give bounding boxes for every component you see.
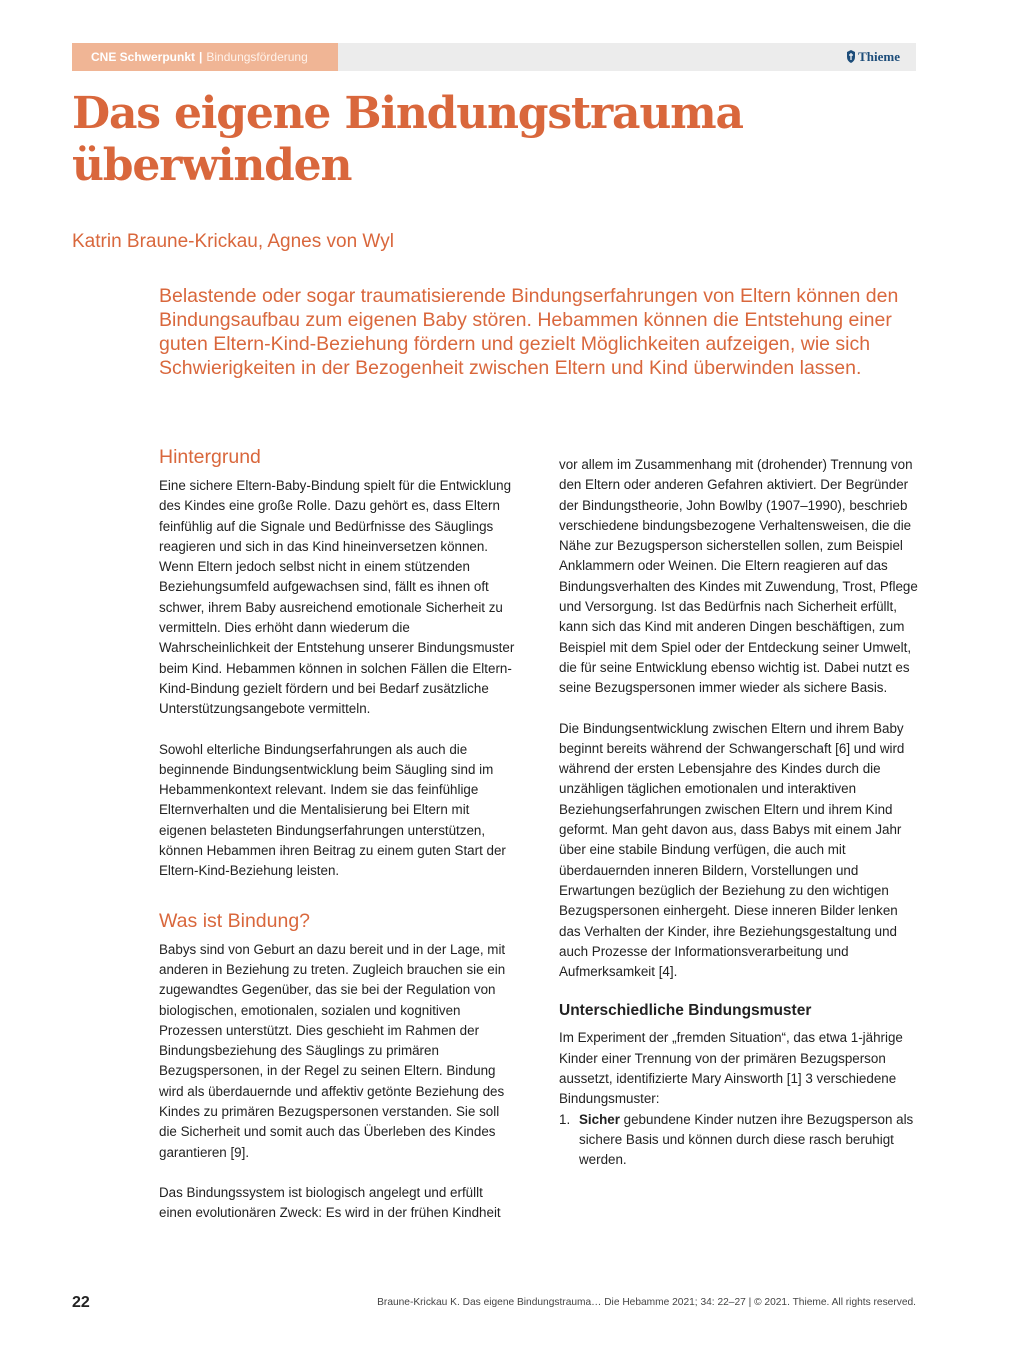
section-separator: |: [199, 50, 203, 64]
title-line-2: überwinden: [72, 140, 352, 191]
publisher-logo[interactable]: [846, 43, 900, 71]
list-term: Sicher: [579, 1111, 620, 1127]
page-number: 22: [72, 1294, 90, 1311]
left-column: [159, 444, 519, 1224]
paragraph: Die Bindungsentwicklung zwischen Eltern und ihrem Baby beginnt bereits während der Schwangerschaft [6] und wird während der ersten Lebensjahre des Kindes durch die unzähligen täglichen emotionalen und interaktiven Beziehungserfahrungen zwischen Eltern und ihrem Kind geformt. Man geht davon aus, dass Babys mit einem Jahr über eine stabile Bindung verfügen, die auch mit überdauernden inneren Bildern, Vorstellungen und Erwartungen bezüglich der Beziehung zu den wichtigen Bezugspersonen einhergeht. Diese inneren Bilder lenken das Verhalten der Kinder, ihre Beziehungsgestaltung und auch Prozesse der Informationsverarbeitung und Aufmerksamkeit [4].: [559, 720, 905, 980]
paragraph: Das Bindungssystem ist biologisch angelegt und erfüllt einen evolutionären Zweck: Es wird in der frühen Kindheit: [159, 1184, 501, 1221]
section-category: CNE Schwerpunkt: [91, 50, 196, 64]
publisher-name: Thieme: [858, 49, 900, 64]
paragraph: vor allem im Zusammenhang mit (drohender) Trennung von den Eltern oder anderen Gefahren aktiviert. Der Begründer der Bindungstheorie, John Bowlby (1907–1990), beschrieb verschiedene bindungsbezogene Verhaltensweisen, die die Nähe zur Bezugsperson sicherstellen sollen, zum Beispiel Anklammern oder Weinen. Die Eltern reagieren auf das Bindungsverhalten des Kindes mit Zuwendung, Trost, Pflege und Versorgung. Ist das Bedürfnis nach Sicherheit erfüllt, kann sich das Kind mit anderen Dingen beschäftigen, zum Beispiel mit dem Spiel oder der Entdeckung seiner Umwelt, die für seine Entwicklung ebenso wichtig ist. Dabei nutzt es seine Bezugspersonen immer wieder als sichere Basis.: [559, 457, 918, 696]
list-text: gebundene Kinder nutzen ihre Bezugsperson als sichere Basis und können durch diese rasch beruhigt werden.: [579, 1111, 914, 1168]
paragraph: Sowohl elterliche Bindungserfahrungen als auch die beginnende Bindungsentwicklung beim Säugling sind im Hebammenkontext relevant. Indem sie das feinfühlige Elternverhalten und die Mentalisierung bei Eltern mit eigenen belasteten Bindungserfahrungen unterstützen, können Hebammen ihren Beitrag zu einem guten Start der Eltern-Kind-Beziehung leisten.: [159, 741, 506, 879]
thieme-crest-icon: [846, 43, 856, 71]
paragraph: Babys sind von Geburt an dazu bereit und in der Lage, mit anderen in Beziehung zu treten. Zugleich brauchen sie ein zugewandtes Gegenüber, das sie bei der Regulation von biologischen, emotionalen, sozialen und kognitiven Prozessen unterstützt. Dies geschieht im Rahmen der Bindungsbeziehung des Säuglings zu primären Bezugspersonen, in der Regel zu seinen Eltern. Bindung wird als überdauernde und affektiv getönte Beziehung des Kindes zu primären Bezugspersonen verstanden. Sie soll die Sicherheit und somit auch das Überleben des Kindes garantieren [9].: [159, 941, 506, 1160]
header-bar: [72, 43, 916, 71]
paragraph: Im Experiment der „fremden Situation“, das etwa 1-jährige Kinder einer Trennung von der primären Bezugsperson aussetzt, identifizierte Mary Ainsworth [1] 3 verschiedene Bindungsmuster:: [559, 1030, 903, 1107]
list-item: [559, 1110, 919, 1171]
heading-hintergrund: Hintergrund: [159, 446, 261, 468]
heading-was-ist-bindung: Was ist Bindung?: [159, 909, 311, 932]
article-title: [72, 88, 922, 192]
heading-bindungsmuster: Unterschiedliche Bindungsmuster: [559, 1002, 812, 1020]
article-authors: Katrin Braune-Krickau, Agnes von Wyl: [72, 231, 394, 252]
article-abstract: Belastende oder sogar traumatisierende Bindungserfahrungen von Eltern können den Bindungsaufbau zum eigenen Baby stören. Hebammen können die Entstehung einer guten Eltern-Kind-Beziehung fördern und gezielt Möglichkeiten aufzeigen, wie sich Schwierigkeiten in der Bezogenheit zwischen Eltern und Kind überwinden lassen.: [159, 285, 899, 379]
title-line-1: Das eigene Bindungstrauma: [72, 88, 743, 139]
list-number: 1.: [559, 1111, 571, 1127]
citation: Braune-Krickau K. Das eigene Bindungstrauma… Die Hebamme 2021; 34: 22–27 | © 2021. Thieme. All rights reserved.: [377, 1297, 916, 1308]
section-tag[interactable]: [72, 43, 338, 71]
paragraph: Eine sichere Eltern-Baby-Bindung spielt für die Entwicklung des Kindes eine große Rolle. Dazu gehört es, dass Eltern feinfühlig auf die Signale und Bedürfnisse des Säuglings reagieren und sich in das Kind hineinversetzen können. Wenn Eltern jedoch selbst nicht in einem stützenden Beziehungsumfeld aufgewachsen sind, fällt es ihnen oft schwer, ihrem Baby ausreichend emotionale Sicherheit zu vermitteln. Dies erhöht dann wiederum die Wahrscheinlichkeit der Entstehung unserer Bindungsmuster beim Kind. Hebammen können in solchen Fällen die Eltern-Kind-Bindung gezielt fördern und bei Bedarf zusätzliche Unterstützungsangebote vermitteln.: [159, 478, 515, 717]
section-subcategory: Bindungsförderung: [206, 50, 308, 64]
right-column: [559, 455, 919, 1171]
